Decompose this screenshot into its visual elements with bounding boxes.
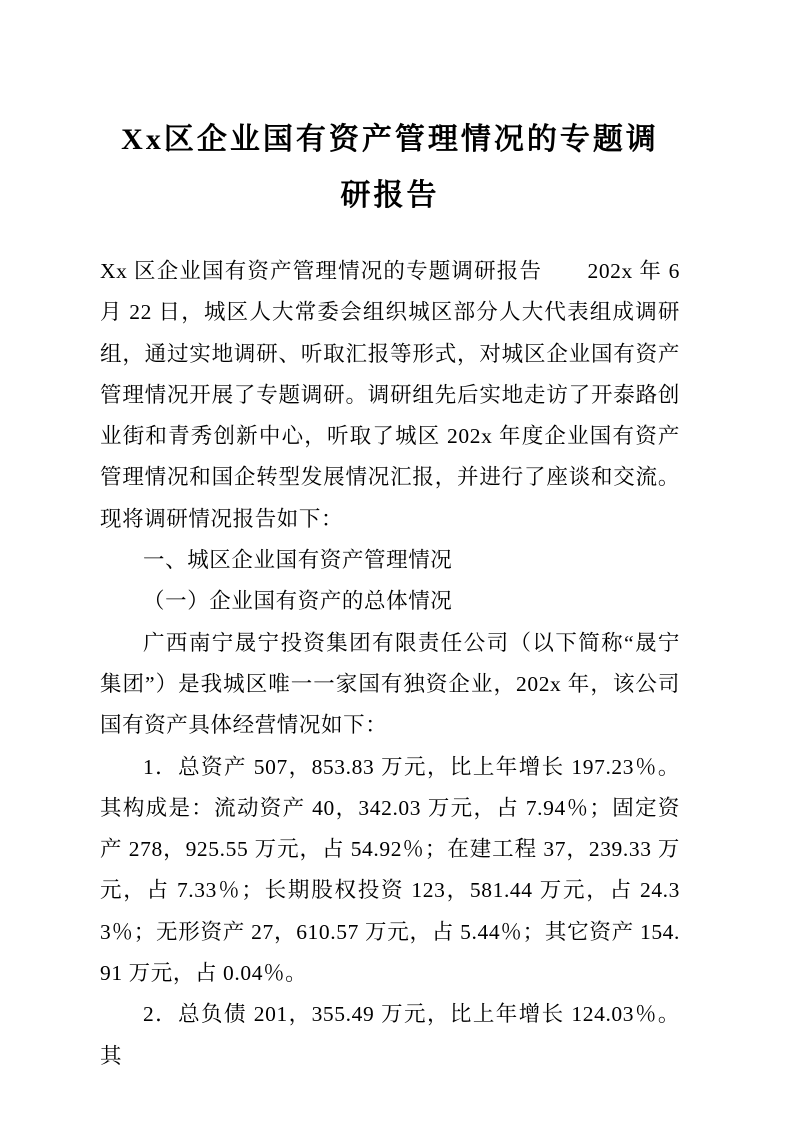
document-title: Xx区企业国有资产管理情况的专题调研报告 <box>121 123 659 212</box>
heading-subsection-one: （一）企业国有资产的总体情况 <box>143 589 453 614</box>
document-content <box>100 112 680 1077</box>
paragraph-total-liabilities: 2．总负债 201，355.49 万元，比上年增长 124.03％。其 <box>100 1002 680 1068</box>
paragraph-company-overview: 广西南宁晟宁投资集团有限责任公司（以下简称“晟宁集团”）是我城区唯一一家国有独资企业，202x 年，该公司国有资产具体经营情况如下： <box>100 630 680 738</box>
heading-section-one: 一、城区企业国有资产管理情况 <box>143 548 453 573</box>
paragraph-total-assets: 1．总资产 507，853.83 万元，比上年增长 197.23％。其构成是：流动资产 40，342.03 万元，占 7.94％；固定资产 278，925.55 万元，占 54.92％；在建工程 37，239.33 万元，占 7.33％；长期股权投资 123，581.44 万元，占 24.33％；无形资产 27，610.57 万元，占 5.44％；其它资产 154.91 万元，占 0.04％。 <box>100 754 680 986</box>
paragraph-intro: Xx 区企业国有资产管理情况的专题调研报告 202x 年 6 月 22 日，城区人大常委会组织城区部分人大代表组成调研组，通过实地调研、听取汇报等形式，对城区企业国有资产管理情况开展了专题调研。调研组先后实地走访了开泰路创业街和青秀创新中心，听取了城区 202x 年度企业国有资产管理情况和国企转型发展情况汇报，并进行了座谈和交流。现将调研情况报告如下： <box>100 259 680 531</box>
